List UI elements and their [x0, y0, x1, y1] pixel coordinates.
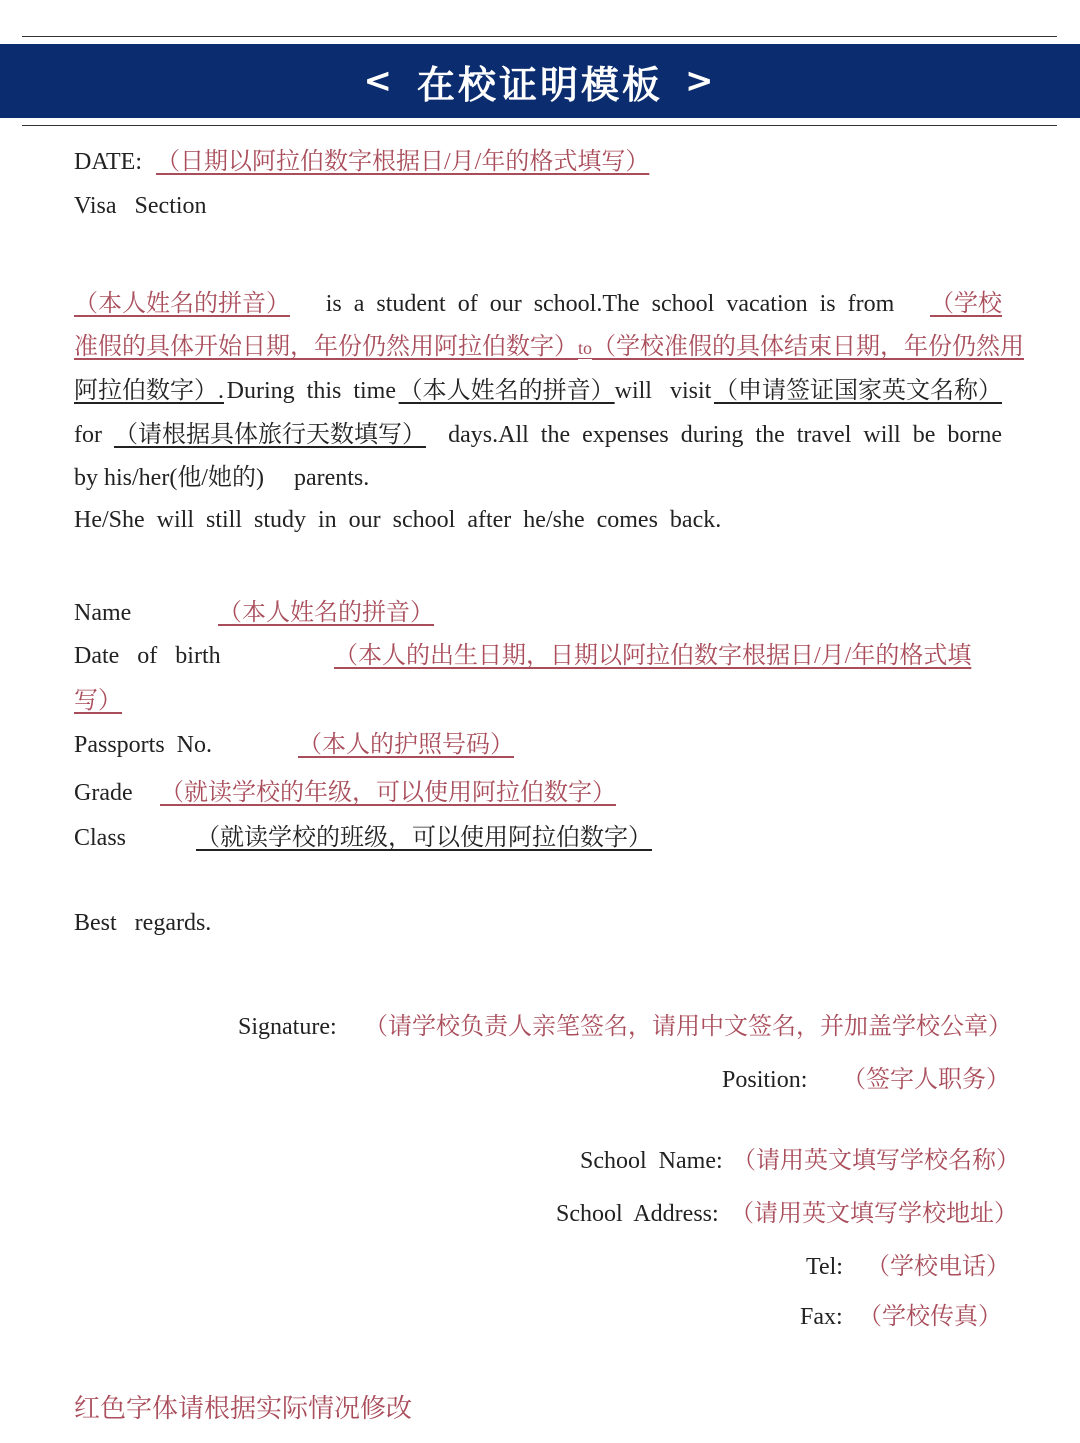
vacation-start-hint-b: 准假的具体开始日期，年份仍然用阿拉伯数字） — [74, 334, 578, 360]
top-rule — [22, 36, 1057, 37]
country-hint: （申请签证国家英文名称） — [713, 378, 1002, 404]
body-line-2 — [74, 332, 1024, 363]
during-text: During this time — [226, 378, 396, 404]
expenses-text: days.All the expenses during the travel will be borne — [448, 422, 1002, 448]
class-label: Class — [74, 825, 127, 851]
class-hint: （就读学校的班级，可以使用阿拉伯数字） — [196, 825, 652, 851]
school-address-label: School Address: — [556, 1201, 719, 1227]
closing: Best regards. — [74, 910, 212, 936]
dob-hint: （本人的出生日期，日期以阿拉伯数字根据日/月/年的格式填 — [334, 643, 972, 669]
will-visit-text: will visit — [614, 378, 712, 404]
passport-hint: （本人的护照号码） — [298, 732, 514, 758]
visa-section: Visa Section — [74, 193, 207, 219]
signature-hint: （请学校负责人亲笔签名，请用中文签名，并加盖学校公章） — [364, 1014, 1012, 1040]
date-label: DATE: — [74, 149, 142, 175]
vacation-end-hint-a: （学校准假的具体结束日期，年份仍然用 — [592, 334, 1025, 360]
signature-label: Signature: — [238, 1014, 337, 1040]
days-hint: （请根据具体旅行天数填写） — [113, 422, 426, 448]
vacation-end-hint-b: 阿拉伯数字）. — [74, 378, 224, 404]
right-arrow-icon: > — [685, 61, 717, 101]
dob-hint-cont: 写） — [74, 688, 122, 714]
body-line-5: by his/her(他/她的) parents. — [74, 465, 370, 491]
name-hint: （本人姓名的拼音） — [218, 600, 434, 626]
school-address-hint: （请用英文填写学校地址） — [730, 1201, 1018, 1227]
header-banner — [0, 44, 1080, 118]
left-arrow-icon: < — [363, 61, 395, 101]
body-line-1 — [74, 289, 1002, 319]
body-line-4 — [74, 420, 1002, 450]
body-line-3 — [74, 376, 1002, 406]
position-label: Position: — [722, 1067, 808, 1093]
grade-label: Grade — [74, 780, 133, 806]
body-line-1-text: is a student of our school.The school vacation is from — [325, 291, 895, 317]
school-name-label: School Name: — [580, 1148, 723, 1174]
footer-note: 红色字体请根据实际情况修改 — [74, 1394, 413, 1424]
position-hint: （签字人职务） — [842, 1067, 1010, 1093]
date-line — [74, 147, 649, 177]
passport-label: Passports No. — [74, 732, 213, 758]
page-title: 在校证明模板 — [416, 62, 663, 107]
bottom-rule — [22, 125, 1057, 126]
date-hint: （日期以阿拉伯数字根据日/月/年的格式填写） — [156, 149, 650, 175]
student-name-hint: （本人姓名的拼音） — [74, 291, 290, 317]
tel-hint: （学校电话） — [866, 1254, 1010, 1280]
traveler-name-hint: （本人姓名的拼音） — [398, 378, 615, 404]
fax-hint: （学校传真） — [858, 1304, 1002, 1330]
tel-label: Tel: — [806, 1254, 843, 1280]
to-word: to — [578, 338, 593, 358]
fax-label: Fax: — [800, 1304, 843, 1330]
for-word: for — [74, 422, 102, 448]
school-name-hint: （请用英文填写学校名称） — [732, 1148, 1020, 1174]
name-label: Name — [74, 600, 132, 626]
vacation-start-hint-a: （学校 — [930, 291, 1002, 317]
grade-hint: （就读学校的年级，可以使用阿拉伯数字） — [160, 780, 616, 806]
dob-label: Date of birth — [74, 643, 221, 669]
body-line-6: He/She will still study in our school after he/she comes back. — [74, 507, 722, 533]
